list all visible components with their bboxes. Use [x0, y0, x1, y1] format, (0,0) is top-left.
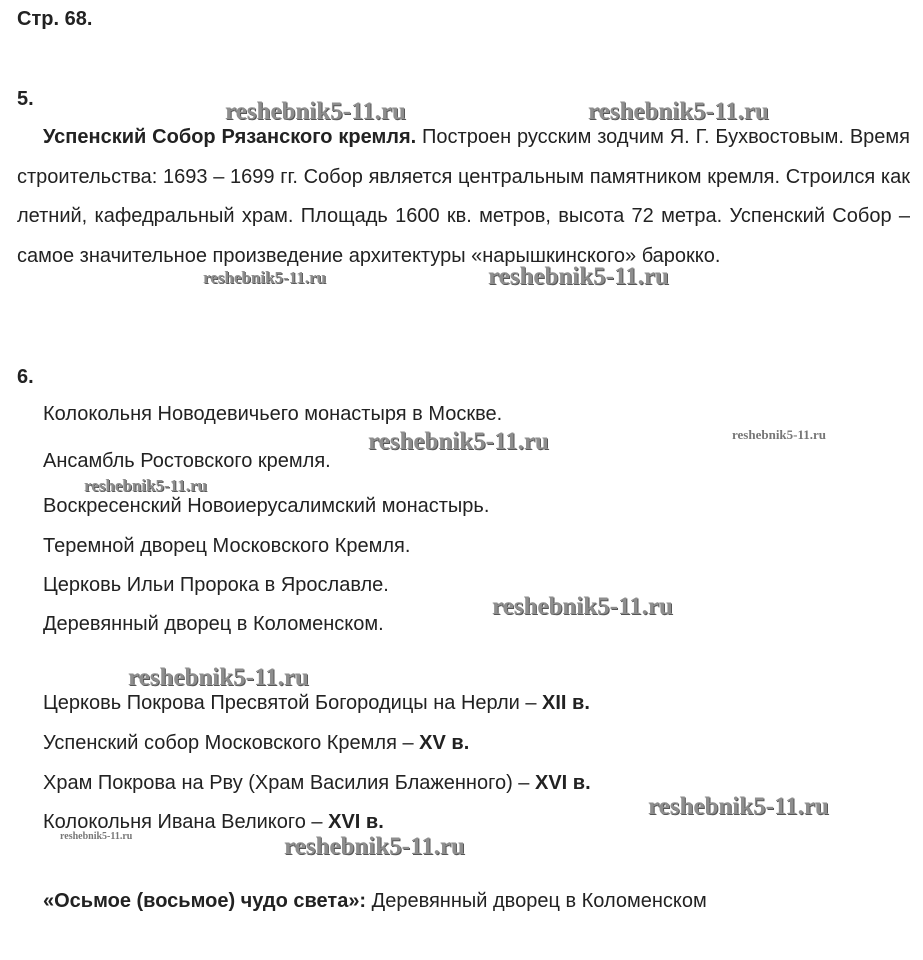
- list-item: [43, 692, 590, 715]
- wonder-line: [43, 890, 707, 913]
- list-item: Ансамбль Ростовского кремля.: [43, 450, 331, 472]
- watermark: reshebnik5-11.ru: [648, 793, 829, 820]
- watermark: reshebnik5-11.ru: [225, 98, 406, 125]
- page-reference: Стр. 68.: [17, 8, 93, 30]
- task-5-text: Построен русским зодчим Я. Г. Бухвостовым. Время строительства: 1693 – 1699 гг. Собор является центральным памятником кремля. Строился как летний, кафедральный храм. Площадь 1600 кв. метров, высота 72 метра. Успенский Собор – самое значительное произведение архитектуры «нарышкинского» барокко.: [17, 126, 910, 267]
- watermark: reshebnik5-11.ru: [492, 593, 673, 620]
- task-5-paragraph: [17, 118, 910, 276]
- century-value: XV в.: [419, 732, 470, 754]
- item-text: Церковь Покрова Пресвятой Богородицы на Нерли –: [43, 692, 543, 714]
- list-item: [43, 772, 591, 795]
- watermark: reshebnik5-11.ru: [488, 263, 669, 290]
- list-item: Колокольня Новодевичьего монастыря в Москве.: [43, 403, 503, 425]
- watermark: reshebnik5-11.ru: [732, 427, 827, 442]
- watermark: reshebnik5-11.ru: [368, 428, 549, 455]
- century-value: XVI в.: [328, 811, 384, 833]
- wonder-answer: Деревянный дворец в Коломенском: [366, 890, 707, 912]
- list-item: Деревянный дворец в Коломенском.: [43, 613, 384, 635]
- watermark: reshebnik5-11.ru: [203, 268, 326, 287]
- century-value: XII в.: [542, 692, 590, 714]
- century-value: XVI в.: [534, 772, 591, 794]
- wonder-label: «Осьмое (восьмое) чудо света»:: [43, 890, 367, 912]
- list-item: Теремной дворец Московского Кремля.: [43, 535, 411, 557]
- item-text: Храм Покрова на Рву (Храм Василия Блаженного) –: [43, 772, 535, 794]
- item-text: Колокольня Ивана Великого –: [43, 811, 329, 833]
- list-item: Воскресенский Новоиерусалимский монастырь.: [43, 495, 490, 517]
- task-5-title: Успенский Собор Рязанского кремля.: [43, 126, 417, 148]
- watermark: reshebnik5-11.ru: [128, 664, 309, 691]
- task-5-number: 5.: [17, 88, 34, 110]
- watermark: reshebnik5-11.ru: [284, 833, 465, 860]
- watermark: reshebnik5-11.ru: [84, 476, 207, 495]
- watermark: reshebnik5-11.ru: [588, 98, 769, 125]
- list-item: [43, 732, 469, 755]
- watermark: reshebnik5-11.ru: [60, 831, 133, 842]
- item-text: Успенский собор Московского Кремля –: [43, 732, 420, 754]
- task-6-number: 6.: [17, 366, 34, 388]
- list-item: Церковь Ильи Пророка в Ярославле.: [43, 574, 389, 596]
